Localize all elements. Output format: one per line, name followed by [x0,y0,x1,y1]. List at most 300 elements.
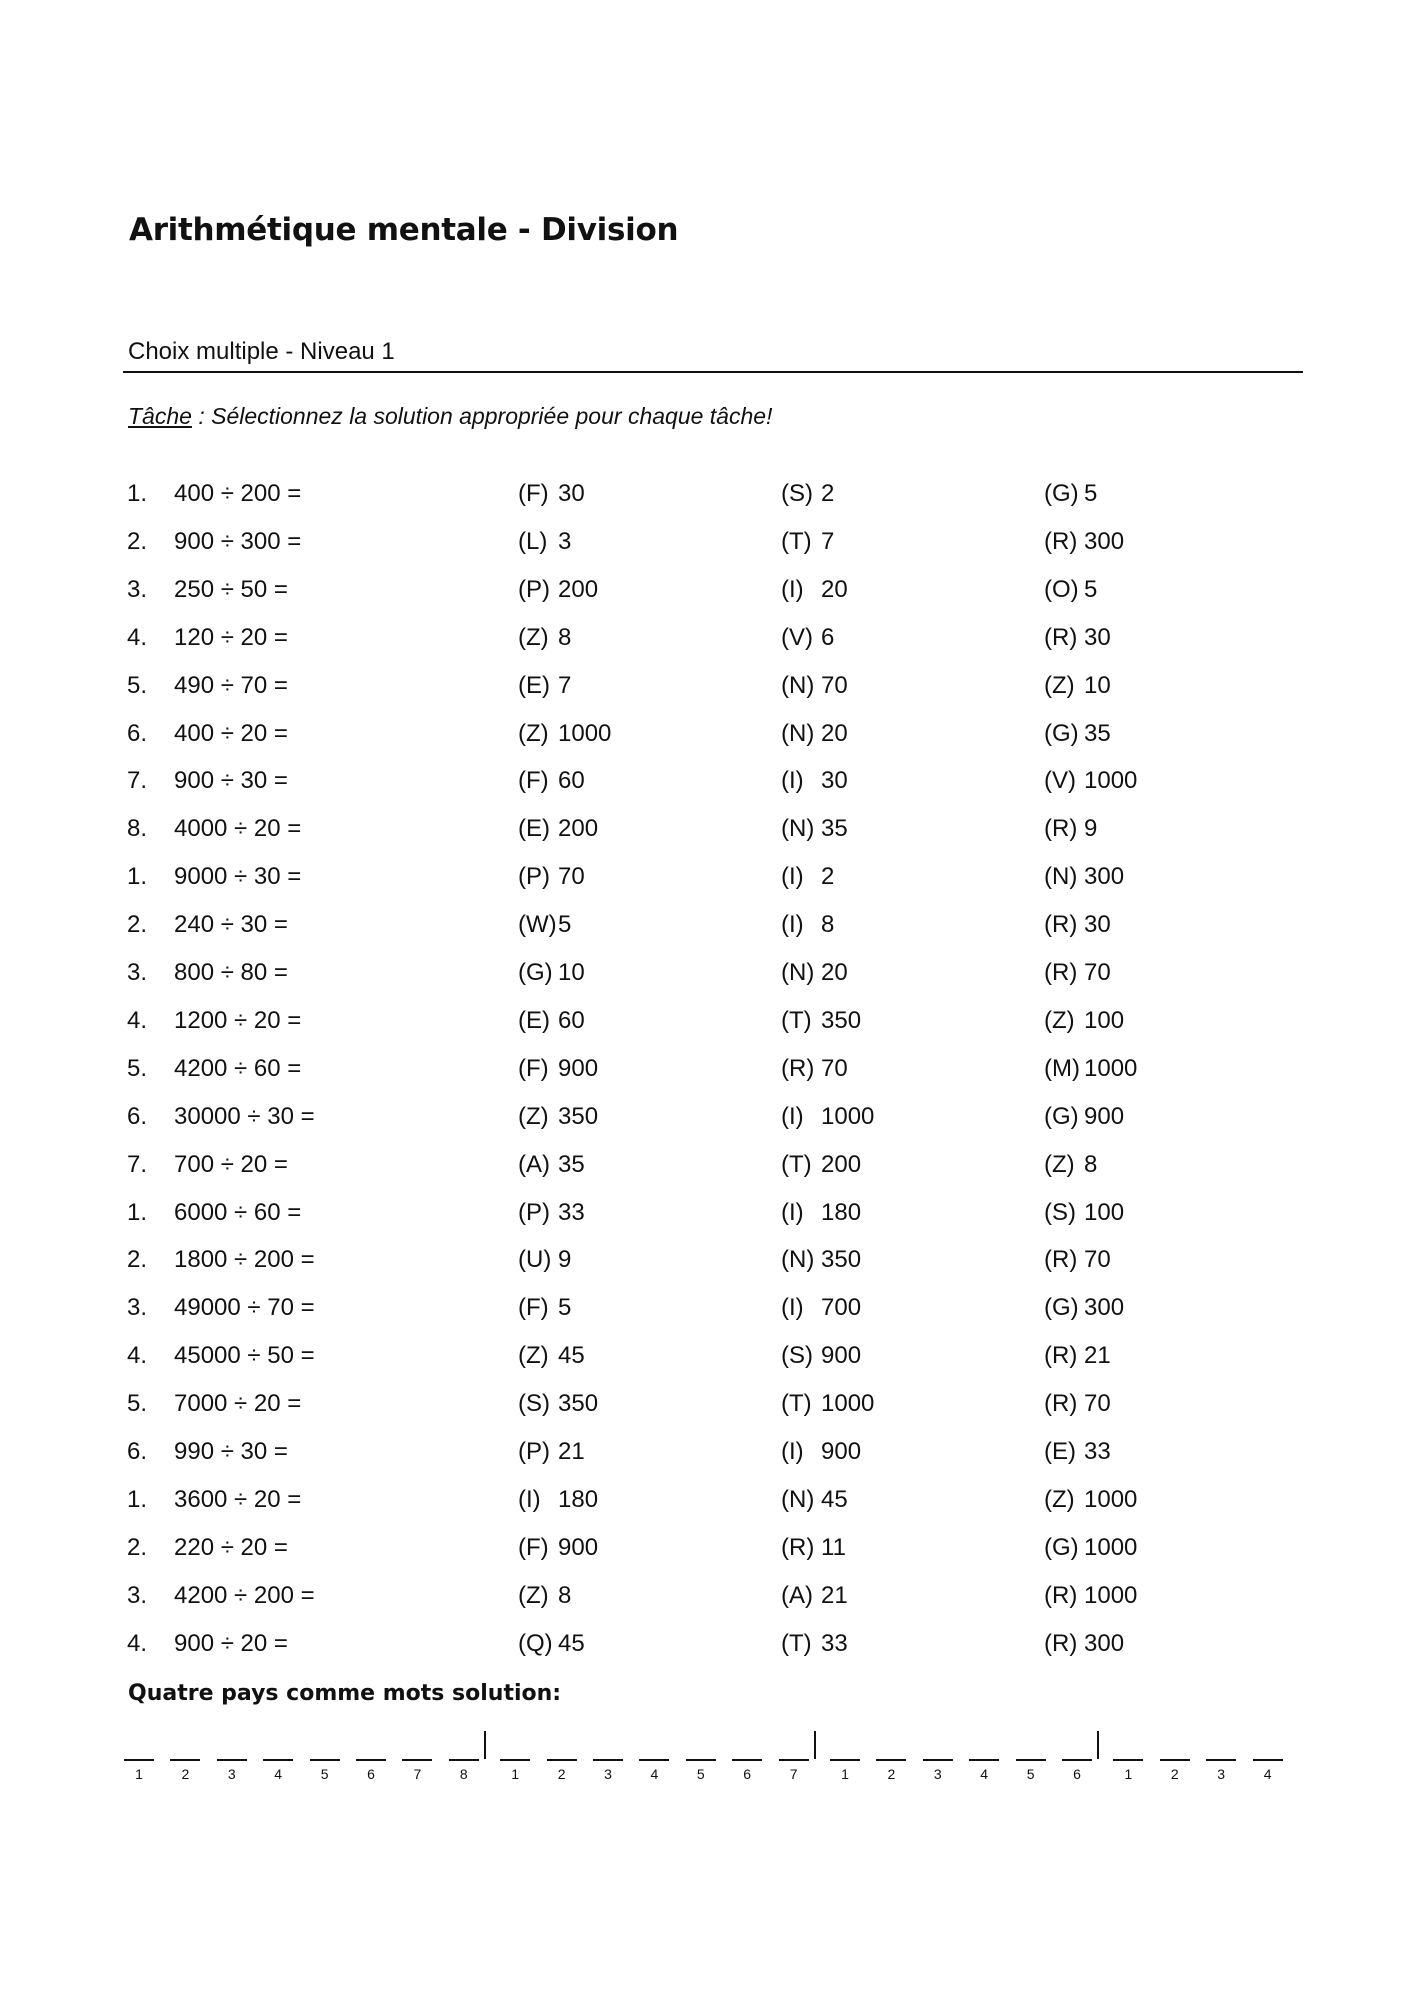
blank-number: 3 [604,1766,612,1782]
option-value: 1000 [821,1102,875,1130]
option-value: 1000 [1084,1054,1138,1082]
option-letter: (O) [1044,575,1079,603]
blank-number: 3 [933,1766,942,1782]
question-row [0,1005,1414,1037]
option-letter: (Z) [1044,1006,1075,1034]
blank-number: 2 [887,1766,896,1782]
question-row [0,526,1414,558]
blank-number: 1 [511,1766,520,1782]
blank-number: 5 [696,1766,705,1782]
option-value: 70 [821,671,848,699]
answer-option[interactable] [1044,1101,1124,1133]
question-row [0,670,1414,702]
option-letter: (S) [1044,1198,1076,1226]
answer-option[interactable] [781,765,848,797]
option-letter: (N) [781,959,815,986]
question-row [0,1292,1414,1324]
letter-blank[interactable] [1113,1759,1143,1782]
option-letter: (E) [518,1006,550,1034]
blank-number: 3 [227,1766,236,1782]
answer-option[interactable] [781,478,834,510]
letter-blank[interactable] [779,1759,809,1782]
question-row [0,1197,1414,1229]
option-letter: (F) [518,767,549,795]
question-row [0,957,1414,989]
question-expression: 220 ÷ 20 = [174,1533,288,1561]
task-label: Tâche [128,403,192,429]
option-letter: (R) [781,1054,815,1082]
answer-option[interactable] [781,957,848,989]
option-letter: (G) [1044,1102,1079,1130]
option-value: 3 [558,527,572,555]
option-value: 300 [1084,863,1125,891]
letter-blank[interactable] [310,1759,340,1782]
question-row [0,1532,1414,1564]
header-divider [123,371,1303,373]
option-letter: (Z) [518,719,549,747]
option-value: 900 [821,1438,862,1465]
option-value: 5 [1084,480,1098,507]
option-letter: (N) [781,671,815,699]
option-value: 45 [558,1629,585,1657]
letter-blank[interactable] [263,1759,293,1782]
option-value: 300 [1084,1294,1125,1322]
option-letter: (G) [1044,480,1079,507]
answer-option[interactable] [1044,1388,1111,1420]
letter-blank[interactable] [1253,1759,1283,1782]
answer-option[interactable] [518,1292,571,1324]
option-value: 180 [821,1198,862,1226]
letter-blank[interactable] [547,1759,577,1782]
answer-option[interactable] [1044,574,1097,606]
option-value: 21 [821,1581,848,1609]
word-separator [484,1731,486,1759]
option-letter: (Z) [518,1102,549,1130]
option-value: 350 [558,1390,599,1418]
letter-blank[interactable] [356,1759,386,1782]
option-value: 200 [558,815,599,843]
option-letter: (T) [781,1150,812,1178]
option-letter: (A) [781,1581,813,1609]
option-letter: (R) [1044,1342,1078,1370]
blank-number: 5 [1026,1766,1035,1782]
question-row [0,1101,1414,1133]
letter-blank[interactable] [969,1759,999,1782]
blank-number: 6 [743,1766,752,1782]
word-separator [814,1731,816,1759]
answer-option[interactable] [518,1628,585,1660]
option-value: 6 [821,623,835,651]
answer-option[interactable] [1044,1628,1124,1660]
answer-option[interactable] [518,1436,585,1468]
option-letter: (R) [1044,527,1078,555]
answer-option[interactable] [1044,1197,1124,1229]
answer-option[interactable] [1044,1484,1137,1516]
answer-option[interactable] [518,861,585,893]
question-expression: 30000 ÷ 30 = [174,1102,315,1130]
option-letter: (G) [518,959,553,986]
question-number: 5. [127,1054,148,1082]
answer-option[interactable] [518,1532,598,1564]
option-letter: (P) [518,575,550,603]
letter-blank[interactable] [593,1759,623,1782]
letter-blank[interactable] [732,1759,762,1782]
option-letter: (F) [518,1294,549,1322]
answer-option[interactable] [1044,1005,1124,1037]
answer-option[interactable] [518,1149,585,1181]
letter-blank[interactable] [1206,1759,1236,1782]
task-text: : Sélectionnez la solution appropriée pour chaque tâche! [191,403,773,429]
option-value: 180 [558,1485,599,1513]
answer-option[interactable] [518,1101,598,1133]
answer-option[interactable] [781,670,848,702]
option-letter: (V) [1044,767,1076,795]
option-letter: (I) [781,1294,804,1322]
answer-option[interactable] [1044,622,1111,654]
option-letter: (L) [518,527,548,555]
question-expression: 4200 ÷ 60 = [174,1054,302,1082]
answer-option[interactable] [518,1340,585,1372]
option-letter: (R) [1044,1246,1078,1274]
question-number: 6. [127,1102,148,1130]
option-value: 21 [558,1438,585,1465]
option-letter: (N) [781,1485,815,1513]
question-expression: 4200 ÷ 200 = [174,1581,315,1609]
answer-option[interactable] [518,670,571,702]
option-value: 8 [558,1581,572,1609]
option-value: 700 [821,1294,862,1322]
option-letter: (I) [781,911,804,939]
option-letter: (A) [518,1150,550,1178]
option-letter: (R) [781,1533,815,1561]
letter-blank[interactable] [1160,1759,1190,1782]
option-value: 35 [1084,719,1111,747]
question-expression: 7000 ÷ 20 = [174,1390,302,1418]
answer-option[interactable] [1044,1532,1137,1564]
question-row [0,1340,1414,1372]
option-letter: (U) [518,1246,552,1274]
answer-option[interactable] [781,622,834,654]
answer-option[interactable] [518,909,571,941]
blank-number: 7 [413,1766,422,1782]
blank-number: 1 [841,1766,849,1782]
option-value: 200 [821,1150,862,1178]
option-letter: (E) [518,671,550,699]
option-letter: (P) [518,1438,550,1465]
letter-blank[interactable] [402,1759,432,1782]
letter-blank[interactable] [170,1759,200,1782]
answer-option[interactable] [518,813,598,845]
option-letter: (G) [1044,719,1079,747]
option-value: 8 [558,623,572,651]
answer-option[interactable] [1044,1053,1137,1085]
letter-blank[interactable] [830,1759,860,1782]
blank-number: 4 [980,1766,989,1782]
option-letter: (S) [518,1390,550,1418]
option-value: 60 [558,767,585,795]
option-letter: (I) [781,767,804,795]
option-value: 70 [1084,959,1111,986]
letter-blank[interactable] [639,1759,669,1782]
answer-option[interactable] [518,574,598,606]
answer-option[interactable] [781,1532,846,1564]
option-value: 11 [821,1533,846,1561]
question-expression: 800 ÷ 80 = [174,959,288,986]
question-row [0,574,1414,606]
answer-option[interactable] [1044,1340,1111,1372]
answer-option[interactable] [781,1197,861,1229]
option-letter: (R) [1044,959,1078,986]
option-letter: (T) [781,527,812,555]
page-subtitle: Choix multiple - Niveau 1 [128,338,395,365]
option-letter: (I) [781,863,804,891]
letter-blank[interactable] [876,1759,906,1782]
question-number: 2. [127,527,148,555]
question-expression: 700 ÷ 20 = [174,1150,288,1178]
option-letter: (N) [1044,863,1078,891]
option-value: 100 [1084,1006,1125,1034]
question-row [0,909,1414,941]
letter-blank[interactable] [500,1759,530,1782]
option-letter: (N) [781,719,815,747]
answer-option[interactable] [518,1005,585,1037]
option-letter: (E) [518,815,550,843]
answer-option[interactable] [518,765,585,797]
letter-blank[interactable] [124,1759,154,1782]
answer-option[interactable] [1044,1292,1124,1324]
answer-option[interactable] [781,1484,848,1516]
option-letter: (R) [1044,623,1078,651]
answer-option[interactable] [518,1388,598,1420]
option-letter: (R) [1044,1629,1078,1657]
option-value: 1000 [821,1390,875,1418]
option-letter: (F) [518,480,549,507]
question-expression: 1800 ÷ 200 = [174,1246,315,1274]
answer-option[interactable] [781,909,834,941]
answer-option[interactable] [1044,861,1124,893]
answer-option[interactable] [518,622,571,654]
answer-option[interactable] [781,574,848,606]
question-number: 8. [127,815,148,843]
option-value: 300 [1084,1629,1125,1657]
question-row [0,1388,1414,1420]
option-value: 9 [1084,815,1098,843]
question-row [0,1436,1414,1468]
question-expression: 490 ÷ 70 = [174,671,288,699]
letter-blank[interactable] [449,1759,479,1782]
question-number: 2. [127,1246,148,1274]
option-value: 7 [558,671,572,699]
option-letter: (Z) [518,1342,549,1370]
answer-option[interactable] [1044,1149,1097,1181]
option-letter: (R) [1044,1390,1078,1418]
question-number: 4. [127,1342,148,1370]
question-expression: 49000 ÷ 70 = [174,1294,315,1322]
option-value: 1000 [1084,767,1138,795]
answer-option[interactable] [1044,670,1111,702]
answer-option[interactable] [781,1149,861,1181]
option-letter: (F) [518,1054,549,1082]
question-expression: 250 ÷ 50 = [174,575,288,603]
option-value: 20 [821,575,848,603]
question-expression: 9000 ÷ 30 = [174,863,302,891]
question-row [0,622,1414,654]
answer-option[interactable] [518,957,585,989]
answer-option[interactable] [1044,957,1111,989]
question-expression: 120 ÷ 20 = [174,623,288,651]
question-number: 6. [127,719,148,747]
option-value: 1000 [1084,1533,1138,1561]
option-value: 900 [558,1054,599,1082]
option-value: 100 [1084,1198,1125,1226]
question-number: 7. [127,767,148,795]
question-number: 6. [127,1438,148,1465]
option-value: 2 [821,480,835,507]
question-expression: 400 ÷ 200 = [174,480,302,507]
option-letter: (I) [781,1198,804,1226]
option-letter: (R) [1044,911,1078,939]
option-value: 5 [558,911,572,939]
blank-number: 1 [135,1766,143,1782]
answer-option[interactable] [781,1053,848,1085]
option-value: 70 [821,1054,848,1082]
question-expression: 900 ÷ 300 = [174,527,302,555]
answer-option[interactable] [1044,718,1111,750]
option-value: 1000 [1084,1581,1138,1609]
answer-option[interactable] [1044,478,1097,510]
answer-option[interactable] [1044,765,1137,797]
blank-number: 2 [557,1766,566,1782]
option-value: 30 [1084,623,1111,651]
option-letter: (G) [1044,1533,1079,1561]
answer-option[interactable] [518,526,571,558]
question-row [0,1580,1414,1612]
option-letter: (W) [518,911,557,939]
answer-option[interactable] [518,1484,598,1516]
answer-option[interactable] [1044,1436,1111,1468]
option-value: 900 [558,1533,599,1561]
question-expression: 400 ÷ 20 = [174,719,288,747]
option-letter: (Z) [518,623,549,651]
answer-option[interactable] [781,1628,848,1660]
answer-option[interactable] [781,813,848,845]
question-number: 2. [127,911,148,939]
answer-option[interactable] [518,1053,598,1085]
question-number: 1. [127,863,148,891]
option-value: 35 [821,815,848,843]
option-value: 30 [558,480,585,507]
option-letter: (Z) [1044,671,1075,699]
option-letter: (R) [1044,1581,1078,1609]
answer-option[interactable] [1044,909,1111,941]
option-value: 350 [558,1102,599,1130]
letter-blank[interactable] [923,1759,953,1782]
option-value: 5 [1084,575,1098,603]
question-expression: 45000 ÷ 50 = [174,1342,315,1370]
question-number: 2. [127,1533,148,1561]
option-value: 10 [1084,671,1111,699]
answer-option[interactable] [781,1580,848,1612]
blank-number: 5 [320,1766,329,1782]
task-instruction [128,403,772,430]
question-number: 3. [127,1581,148,1609]
question-row [0,813,1414,845]
option-value: 20 [821,719,848,747]
answer-option[interactable] [781,718,848,750]
option-letter: (S) [781,480,813,507]
option-value: 70 [1084,1246,1111,1274]
blank-number: 3 [1217,1766,1226,1782]
question-row [0,478,1414,510]
answer-option[interactable] [781,1005,861,1037]
blank-number: 4 [1263,1766,1272,1782]
option-value: 1000 [1084,1485,1138,1513]
answer-option[interactable] [518,1197,585,1229]
option-letter: (S) [781,1342,813,1370]
answer-option[interactable] [781,1388,874,1420]
option-value: 1000 [558,719,612,747]
question-number: 5. [127,671,148,699]
option-letter: (I) [781,1438,804,1465]
answer-option[interactable] [518,718,611,750]
option-value: 300 [1084,527,1125,555]
option-value: 20 [821,959,848,986]
answer-option[interactable] [781,1292,861,1324]
question-row [0,1053,1414,1085]
question-number: 1. [127,1198,148,1226]
answer-option[interactable] [1044,1244,1111,1276]
answer-option[interactable] [1044,1580,1137,1612]
answer-option[interactable] [781,1340,861,1372]
question-expression: 900 ÷ 30 = [174,767,288,795]
blank-number: 6 [1073,1766,1081,1782]
answer-option[interactable] [781,526,834,558]
option-letter: (I) [518,1485,541,1513]
answer-option[interactable] [518,1244,571,1276]
question-expression: 1200 ÷ 20 = [174,1006,302,1034]
question-row [0,1244,1414,1276]
answer-option[interactable] [518,478,585,510]
option-letter: (N) [781,815,815,843]
answer-option[interactable] [1044,526,1124,558]
answer-option[interactable] [1044,813,1097,845]
option-letter: (E) [1044,1438,1076,1465]
option-value: 70 [558,863,585,891]
answer-option[interactable] [781,1436,861,1468]
question-row [0,1149,1414,1181]
option-letter: (T) [781,1629,812,1657]
answer-option[interactable] [781,1244,861,1276]
blank-number: 4 [650,1766,659,1782]
option-value: 70 [1084,1390,1111,1418]
question-number: 1. [127,1485,148,1513]
solution-title: Quatre pays comme mots solution: [128,1681,562,1706]
question-number: 7. [127,1150,148,1178]
option-value: 350 [821,1246,862,1274]
question-row [0,765,1414,797]
answer-option[interactable] [781,1101,874,1133]
letter-blank[interactable] [1016,1759,1046,1782]
answer-option[interactable] [518,1580,571,1612]
option-letter: (Z) [1044,1150,1075,1178]
letter-blank[interactable] [1062,1759,1092,1782]
blank-number: 4 [274,1766,283,1782]
option-value: 8 [1084,1150,1098,1178]
letter-blank[interactable] [217,1759,247,1782]
answer-option[interactable] [781,861,834,893]
letter-blank[interactable] [686,1759,716,1782]
option-value: 900 [821,1342,862,1370]
